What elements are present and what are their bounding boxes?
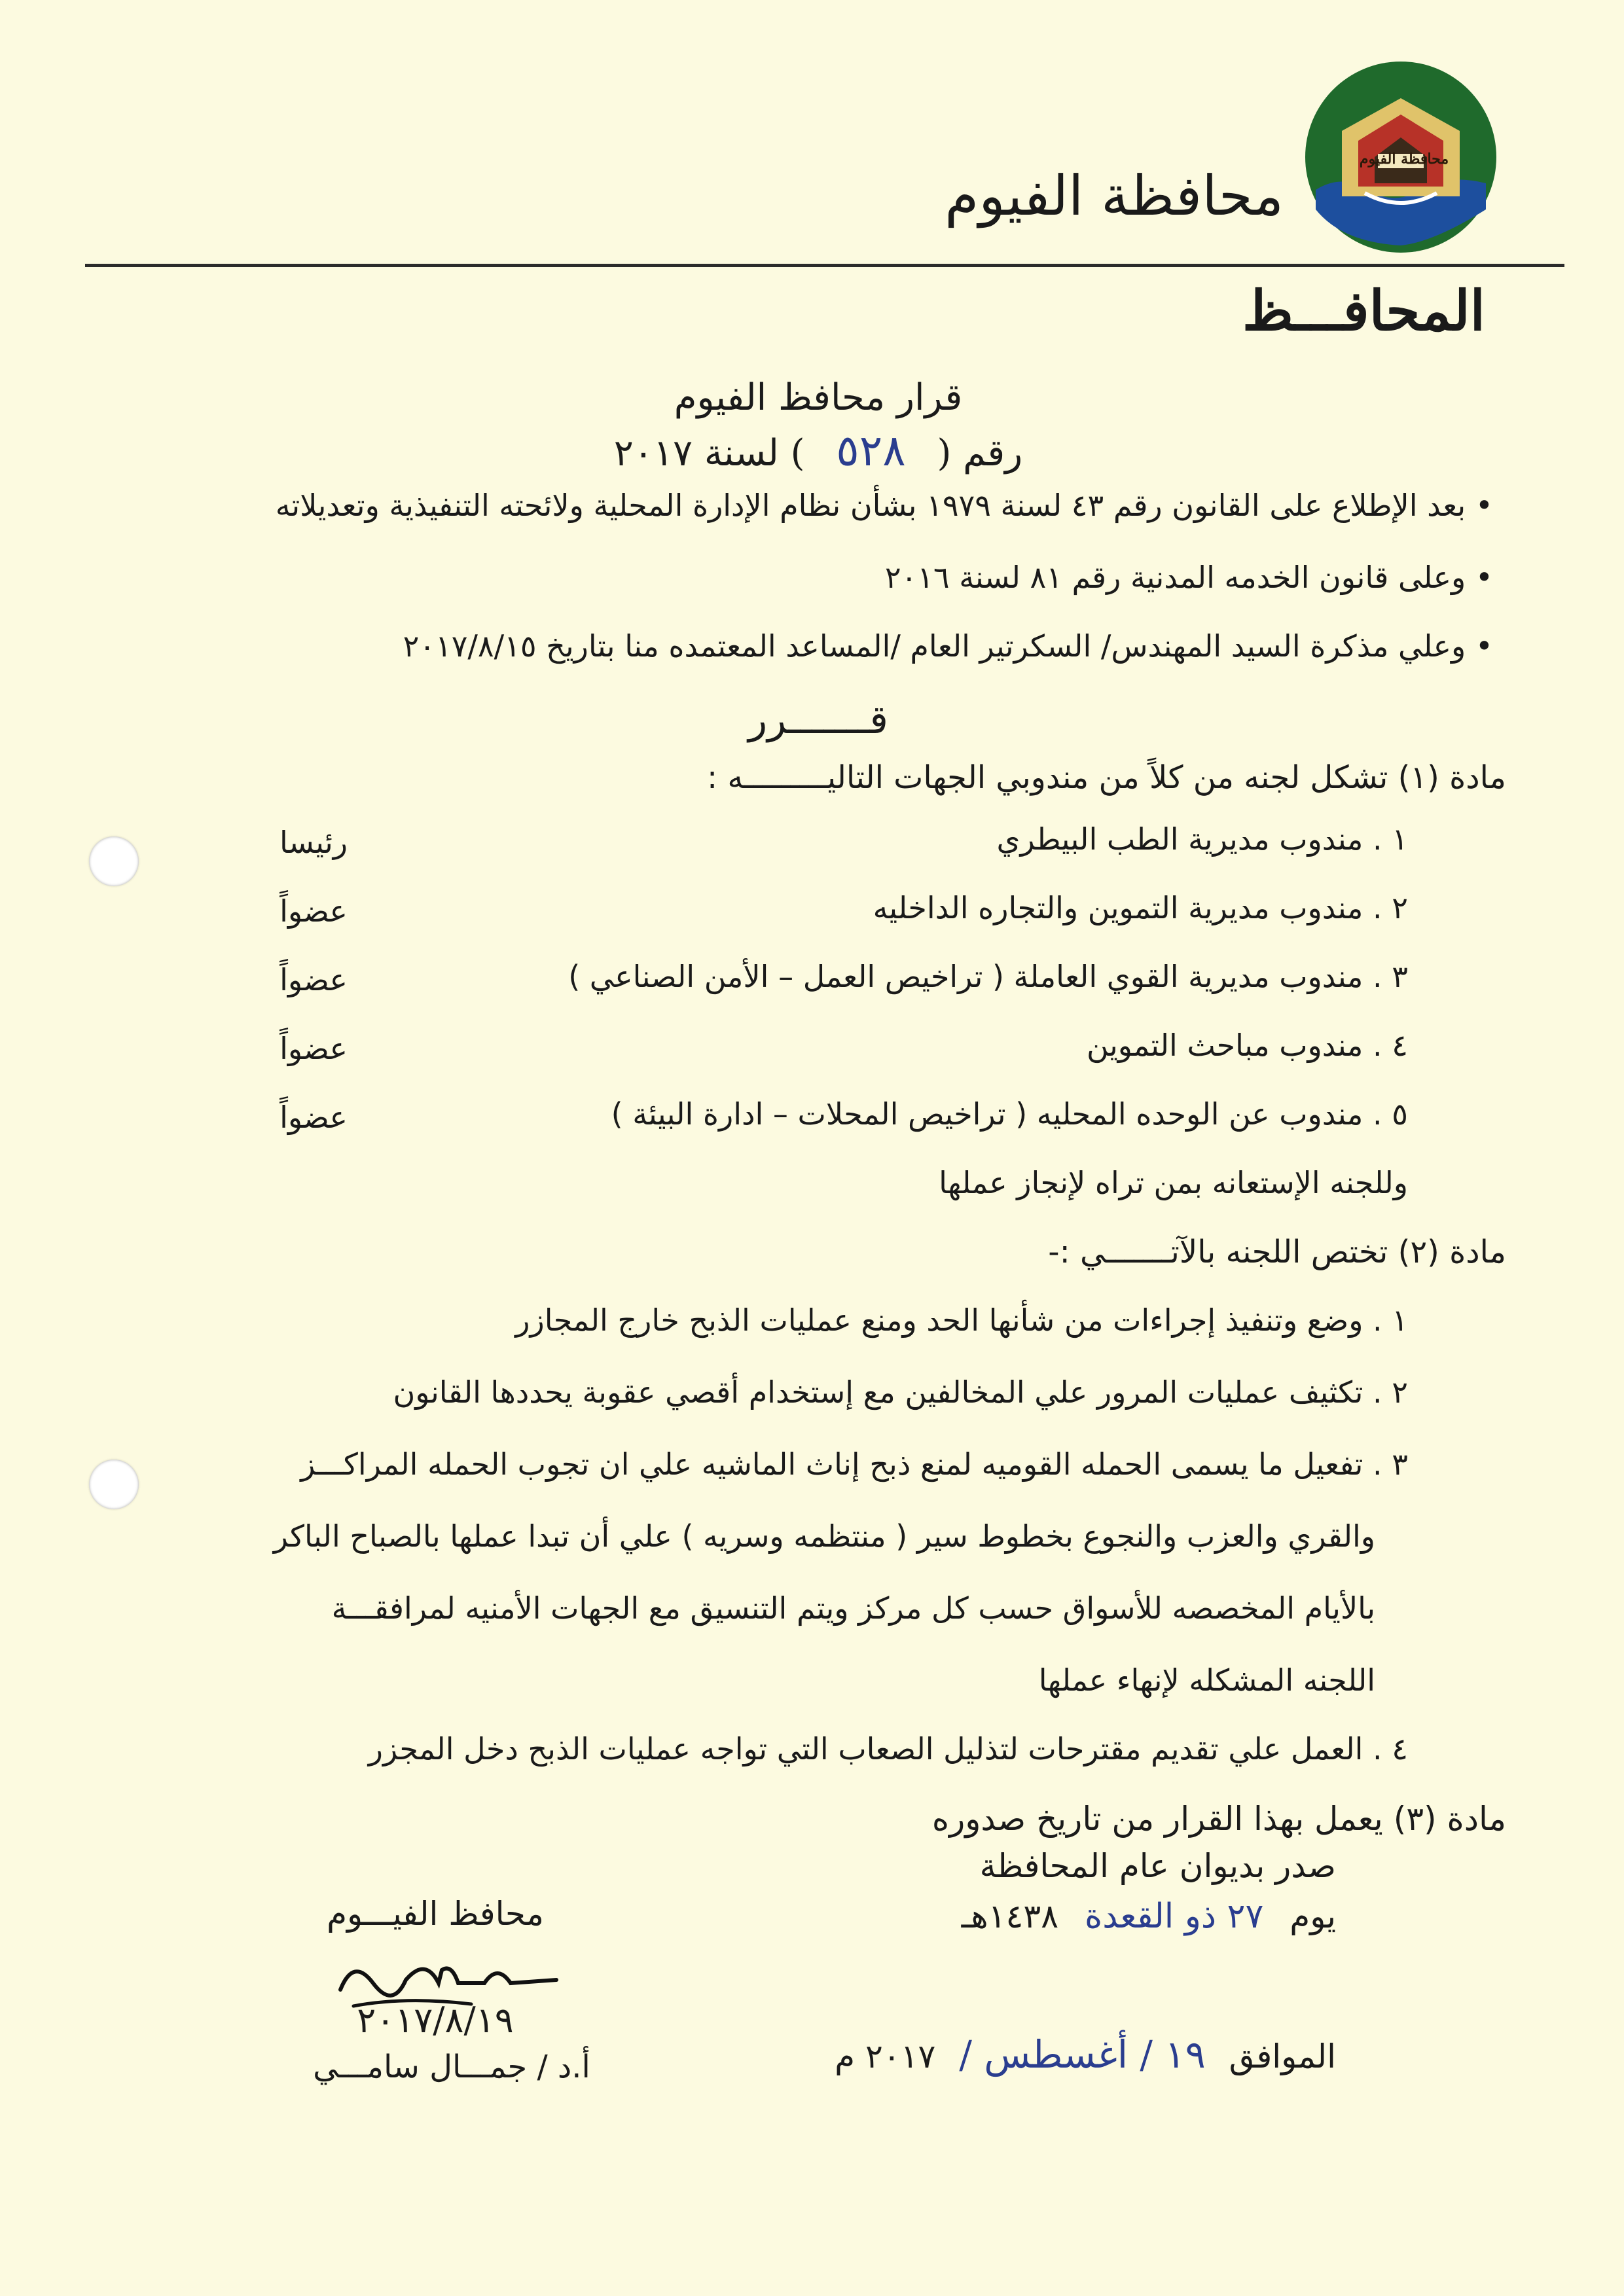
number-prefix: رقم ( bbox=[937, 432, 1023, 475]
punch-hole-bottom bbox=[89, 1460, 139, 1509]
member-2-role: عضواً bbox=[280, 893, 348, 929]
punch-hole-top bbox=[89, 836, 139, 886]
article2-line-1: ١ . وضع وتنفيذ إجراءات من شأنها الحد ومنع عمليات الذبح خارج المجازر bbox=[515, 1302, 1408, 1338]
article2-line-5: بالأيام المخصصه للأسواق حسب كل مركز ويتم التنسيق مع الجهات الأمنيه لمرافقـــة bbox=[331, 1590, 1375, 1626]
member-1-role: رئيسا bbox=[280, 825, 348, 860]
hijri-year: ١٤٣٨هـ bbox=[961, 1897, 1059, 1935]
article1-heading: مادة (١) تشكل لجنه من كلاً من مندوبي الجهات التاليـــــــــه : bbox=[707, 759, 1506, 796]
issued-at: صدر بديوان عام المحافظة bbox=[979, 1847, 1336, 1885]
number-suffix: ) لسنة ٢٠١٧ bbox=[613, 432, 805, 475]
decision-title: قرار محافظ الفيوم bbox=[674, 376, 963, 419]
article2-line-2: ٢ . تكثيف عمليات المرور علي المخالفين مع إستخدام أقصي عقوبة يحددها القانون bbox=[393, 1374, 1408, 1410]
article2-heading: مادة (٢) تختص اللجنه بالآتـــــــي :- bbox=[1048, 1234, 1506, 1270]
member-2-text: ٢ . مندوب مديرية التموين والتجاره الداخليه bbox=[873, 890, 1408, 925]
logo-text: محافظة الفيوم bbox=[1359, 151, 1449, 168]
decision-number-handwritten: ٥٢٨ bbox=[836, 425, 906, 476]
preamble-3: • وعلي مذكرة السيد المهندس/ السكرتير العام /المساعد المعتمده منا بتاريخ ٢٠١٧/٨/١٥ bbox=[403, 628, 1493, 664]
day-label: يوم bbox=[1290, 1897, 1336, 1935]
gregorian-year: ٢٠١٧ م bbox=[835, 2037, 936, 2075]
signature-title: محافظ الفيـــوم bbox=[327, 1895, 544, 1933]
member-3-role: عضواً bbox=[280, 962, 348, 997]
article2-line-7: ٤ . العمل علي تقديم مقترحات لتذليل الصعاب التي تواجه عمليات الذبح دخل المجزر bbox=[368, 1731, 1408, 1767]
preamble-2: • وعلى قانون الخدمه المدنية رقم ٨١ لسنة ٢٠١٦ bbox=[884, 560, 1493, 595]
signature-date: ٢٠١٧/٨/١٩ bbox=[357, 2000, 514, 2041]
hijri-handwritten: ٢٧ ذو القعدة bbox=[1084, 1897, 1264, 1936]
corresponding-label: الموافق bbox=[1229, 2037, 1336, 2075]
article3-text: مادة (٣) يعمل بهذا القرار من تاريخ صدوره bbox=[931, 1800, 1506, 1838]
gregorian-date-line bbox=[835, 2032, 1336, 2077]
member-4-text: ٤ . مندوب مباحث التموين bbox=[1086, 1028, 1408, 1063]
article1-note: وللجنه الإستعانه بمن تراه لإنجاز عملها bbox=[939, 1165, 1408, 1200]
member-4-role: عضواً bbox=[280, 1031, 348, 1066]
governorate-name: محافظة الفيوم bbox=[945, 164, 1284, 228]
gregorian-handwritten: ١٩ / أغسطس / bbox=[959, 2032, 1206, 2077]
member-5-text: ٥ . مندوب عن الوحده المحليه ( تراخيص المحلات – ادارة البيئة ) bbox=[611, 1096, 1408, 1132]
article2-line-6: اللجنه المشكله لإنهاء عملها bbox=[1038, 1662, 1375, 1698]
member-1-text: ١ . مندوب مديرية الطب البيطري bbox=[996, 821, 1408, 857]
signatory-name: أ.د / جمـــال سامـــي bbox=[313, 2049, 590, 2085]
decides-heading: قـــــــرر bbox=[748, 697, 888, 743]
office-title: المحافـــظ bbox=[1242, 278, 1485, 343]
member-3-text: ٣ . مندوب مديرية القوي العاملة ( تراخيص العمل – الأمن الصناعي ) bbox=[568, 959, 1408, 994]
header-rule bbox=[85, 264, 1564, 267]
article2-line-3: ٣ . تفعيل ما يسمى الحمله القوميه لمنع ذبح إناث الماشيه علي ان تجوب الحمله المراكـــز bbox=[300, 1446, 1408, 1482]
preamble-1: • بعد الإطلاع على القانون رقم ٤٣ لسنة ١٩٧٩ بشأن نظام الإدارة المحلية ولائحته التنفيذية وتعديلاته bbox=[275, 488, 1493, 523]
hijri-date-line bbox=[962, 1897, 1336, 1936]
article2-line-4: والقري والعزب والنجوع بخطوط سير ( منتظمه وسريه ) علي أن تبدا عملها بالصباح الباكر bbox=[273, 1518, 1375, 1554]
decision-number-line bbox=[491, 425, 1146, 476]
member-5-role: عضواً bbox=[280, 1100, 348, 1135]
